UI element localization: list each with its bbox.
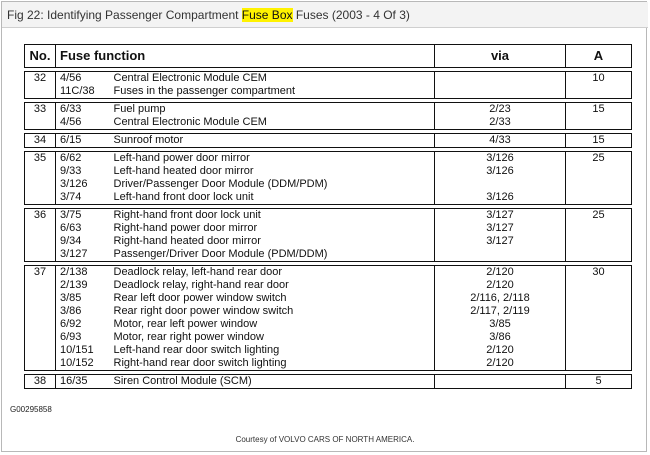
amperage: [566, 222, 632, 235]
component-function: Central Electronic Module CEM: [110, 116, 435, 130]
fuse-number: 36: [25, 209, 56, 223]
caption-suffix: Fuses (2003 - 4 Of 3): [292, 8, 410, 22]
amperage: [566, 235, 632, 248]
fuse-number: [25, 331, 56, 344]
table-row: [25, 305, 632, 318]
component-function: Deadlock relay, left-hand rear door: [110, 266, 435, 280]
amperage: 25: [566, 209, 632, 223]
header-function: Fuse function: [56, 45, 435, 68]
amperage: [566, 318, 632, 331]
component-code: 2/139: [56, 279, 110, 292]
component-code: 16/35: [56, 375, 110, 389]
via-value: [435, 248, 566, 262]
component-code: 3/75: [56, 209, 110, 223]
component-function: Central Electronic Module CEM: [110, 72, 435, 86]
component-function: Rear right door power window switch: [110, 305, 435, 318]
amperage: [566, 248, 632, 262]
component-code: 6/62: [56, 152, 110, 166]
fuse-group: [25, 72, 632, 99]
table-row: [25, 248, 632, 262]
figure-caption: [2, 2, 648, 28]
component-function: Motor, rear right power window: [110, 331, 435, 344]
amperage: 15: [566, 103, 632, 117]
component-code: 3/126: [56, 178, 110, 191]
component-code: 4/56: [56, 116, 110, 130]
component-function: Deadlock relay, right-hand rear door: [110, 279, 435, 292]
table-header: [25, 45, 632, 68]
component-function: Left-hand rear door switch lighting: [110, 344, 435, 357]
table-row: [25, 235, 632, 248]
fuse-number: [25, 235, 56, 248]
component-function: Sunroof motor: [110, 134, 435, 148]
component-code: 10/151: [56, 344, 110, 357]
component-function: Left-hand front door lock unit: [110, 191, 435, 205]
fuse-number: [25, 165, 56, 178]
via-value: [435, 72, 566, 86]
table-row: [25, 292, 632, 305]
via-value: 3/127: [435, 222, 566, 235]
credit-line: Courtesy of VOLVO CARS OF NORTH AMERICA.: [235, 435, 415, 444]
fuse-number: [25, 292, 56, 305]
fuse-group: [25, 375, 632, 389]
component-function: Fuel pump: [110, 103, 435, 117]
fuse-number: [25, 305, 56, 318]
via-value: [435, 178, 566, 191]
amperage: [566, 165, 632, 178]
via-value: 3/127: [435, 209, 566, 223]
table-row: [25, 152, 632, 166]
component-code: 10/152: [56, 357, 110, 371]
fuse-group: [25, 103, 632, 130]
header-no: No.: [25, 45, 56, 68]
via-value: 2/117, 2/119: [435, 305, 566, 318]
component-code: 6/33: [56, 103, 110, 117]
fuse-number: [25, 248, 56, 262]
component-code: 2/138: [56, 266, 110, 280]
amperage: [566, 116, 632, 130]
fuse-number: 34: [25, 134, 56, 148]
via-value: [435, 375, 566, 389]
component-code: 6/92: [56, 318, 110, 331]
via-value: 3/126: [435, 152, 566, 166]
component-function: Left-hand heated door mirror: [110, 165, 435, 178]
component-code: 9/33: [56, 165, 110, 178]
fuse-number: [25, 279, 56, 292]
table-row: [25, 134, 632, 148]
fuse-group: [25, 134, 632, 148]
table-row: [25, 103, 632, 117]
table-row: [25, 279, 632, 292]
component-function: Right-hand rear door switch lighting: [110, 357, 435, 371]
component-code: 11C/38: [56, 85, 110, 99]
via-value: 3/126: [435, 191, 566, 205]
fuse-number: [25, 344, 56, 357]
table-row: [25, 85, 632, 99]
component-code: 6/93: [56, 331, 110, 344]
caption-prefix: Fig 22: Identifying Passenger Compartment: [7, 8, 242, 22]
amperage: 15: [566, 134, 632, 148]
via-value: 2/120: [435, 357, 566, 371]
component-code: 6/15: [56, 134, 110, 148]
component-function: Rear left door power window switch: [110, 292, 435, 305]
table-row: [25, 331, 632, 344]
via-value: 3/126: [435, 165, 566, 178]
table-row: [25, 191, 632, 205]
component-code: 4/56: [56, 72, 110, 86]
amperage: [566, 344, 632, 357]
fuse-group: [25, 266, 632, 371]
table-row: [25, 209, 632, 223]
via-value: 2/23: [435, 103, 566, 117]
header-via: via: [435, 45, 566, 68]
amperage: 30: [566, 266, 632, 280]
fuse-number: [25, 318, 56, 331]
amperage: [566, 191, 632, 205]
via-value: 2/120: [435, 344, 566, 357]
table-row: [25, 266, 632, 280]
fuse-table: [24, 44, 632, 389]
amperage: [566, 331, 632, 344]
amperage: 5: [566, 375, 632, 389]
fuse-number: [25, 357, 56, 371]
table-row: [25, 375, 632, 389]
amperage: [566, 292, 632, 305]
amperage: [566, 178, 632, 191]
amperage: 25: [566, 152, 632, 166]
table-row: [25, 357, 632, 371]
component-code: 6/63: [56, 222, 110, 235]
table-row: [25, 72, 632, 86]
component-function: Left-hand power door mirror: [110, 152, 435, 166]
component-function: Passenger/Driver Door Module (PDM/DDM): [110, 248, 435, 262]
via-value: 4/33: [435, 134, 566, 148]
fuse-group: [25, 152, 632, 205]
figure-id: G00295858: [10, 405, 52, 414]
via-value: [435, 85, 566, 99]
via-value: 3/85: [435, 318, 566, 331]
table-row: [25, 222, 632, 235]
fuse-number: 37: [25, 266, 56, 280]
amperage: [566, 85, 632, 99]
amperage: [566, 357, 632, 371]
amperage: 10: [566, 72, 632, 86]
component-code: 3/127: [56, 248, 110, 262]
table-row: [25, 344, 632, 357]
fuse-number: [25, 191, 56, 205]
component-function: Fuses in the passenger compartment: [110, 85, 435, 99]
header-amps: A: [566, 45, 632, 68]
via-value: 2/116, 2/118: [435, 292, 566, 305]
fuse-number: 38: [25, 375, 56, 389]
fuse-number: [25, 178, 56, 191]
component-function: Right-hand heated door mirror: [110, 235, 435, 248]
component-function: Right-hand front door lock unit: [110, 209, 435, 223]
component-code: 3/74: [56, 191, 110, 205]
fuse-group: [25, 209, 632, 262]
via-value: 2/120: [435, 279, 566, 292]
table-row: [25, 178, 632, 191]
via-value: 3/86: [435, 331, 566, 344]
fuse-number: 32: [25, 72, 56, 86]
table-row: [25, 116, 632, 130]
table-row: [25, 318, 632, 331]
component-code: 3/85: [56, 292, 110, 305]
amperage: [566, 305, 632, 318]
component-code: 3/86: [56, 305, 110, 318]
caption-highlight: Fuse Box: [241, 8, 293, 22]
component-function: Right-hand power door mirror: [110, 222, 435, 235]
table-row: [25, 165, 632, 178]
fuse-number: [25, 222, 56, 235]
component-code: 9/34: [56, 235, 110, 248]
fuse-number: 35: [25, 152, 56, 166]
component-function: Driver/Passenger Door Module (DDM/PDM): [110, 178, 435, 191]
via-value: 2/33: [435, 116, 566, 130]
fuse-number: 33: [25, 103, 56, 117]
amperage: [566, 279, 632, 292]
fuse-number: [25, 116, 56, 130]
via-value: 2/120: [435, 266, 566, 280]
via-value: 3/127: [435, 235, 566, 248]
figure-frame: [1, 1, 647, 452]
component-function: Siren Control Module (SCM): [110, 375, 435, 389]
fuse-number: [25, 85, 56, 99]
component-function: Motor, rear left power window: [110, 318, 435, 331]
